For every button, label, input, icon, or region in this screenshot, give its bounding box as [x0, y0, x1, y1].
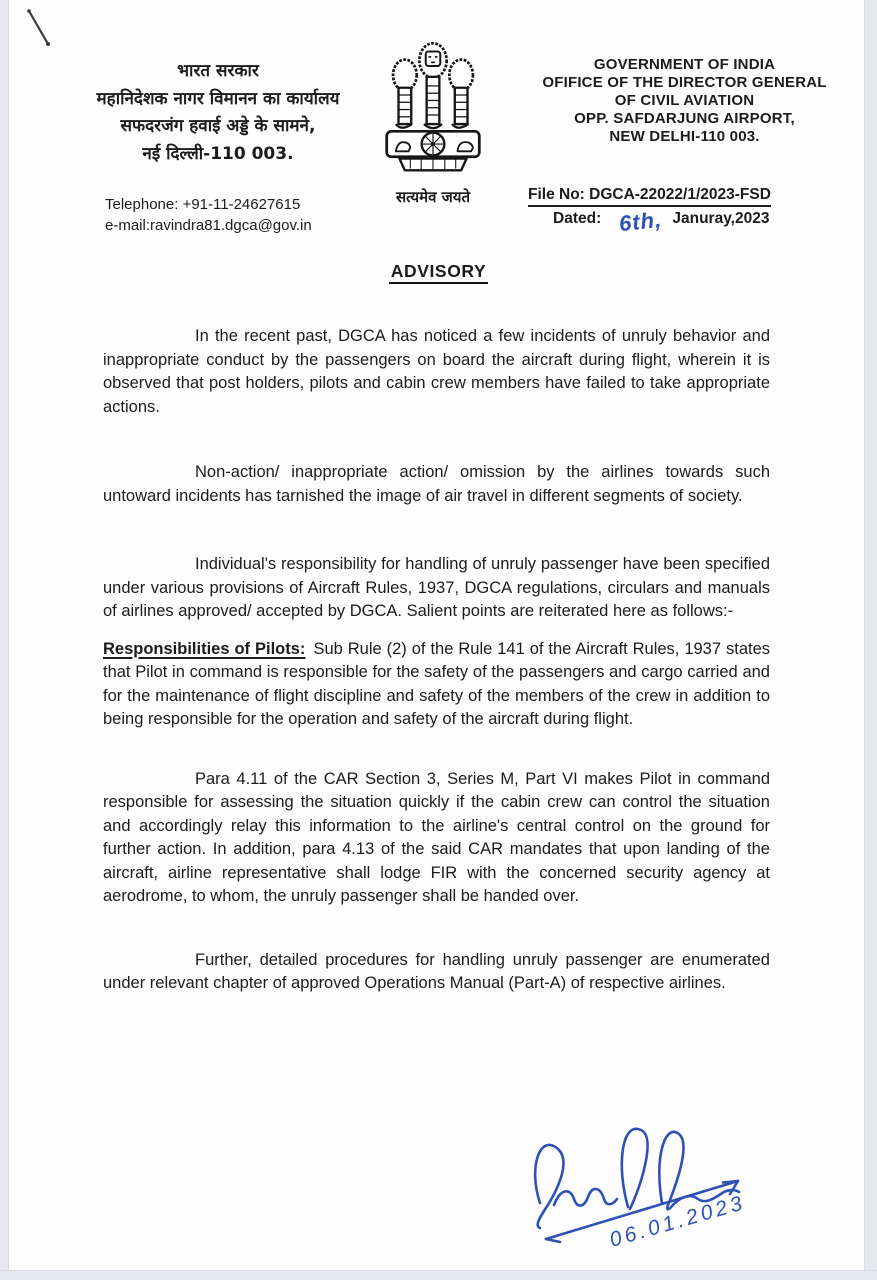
paragraph: Para 4.11 of the CAR Section 3, Series M, Part VI makes Pilot in command responsible for assessing the situation quickly if the cabin crew can control the situation and accordingly relay this information to the airline's central control on the ground for further action. In addition, para 4.13 of the said CAR mandates that upon landing of the aircraft, airline representative shall lodge FIR with the concerned security agency at aerodrome, to whom, the unruly passenger shall be handed over.	[103, 769, 770, 905]
hindi-line: सफदरजंग हवाई अड्डे के सामने,	[120, 116, 316, 136]
dated-value: Januray,2023	[672, 210, 770, 227]
paragraph-heading: Responsibilities of Pilots:	[103, 639, 306, 658]
paragraph: Non-action/ inappropriate action/ omission by the airlines towards such untoward incidents has tarnished the image of air travel in different segments of society.	[103, 463, 770, 505]
dated-label: Dated:	[553, 210, 602, 227]
paragraph: Individual's responsibility for handling of unruly passenger have been specified under various provisions of Aircraft Rules, 1937, DGCA regulations, circulars and manuals of airlines approved/ accepted by DGCA. Salient points are reiterated here as follows:-	[103, 555, 770, 620]
paragraph: In the recent past, DGCA has noticed a few incidents of unruly behavior and inappropriate conduct by the passengers on board the aircraft during flight, wherein it is observed that post holders, pilots and cabin crew members have failed to take appropriate actions.	[103, 327, 770, 416]
english-line: OFIFICE OF THE DIRECTOR GENERAL	[542, 74, 827, 91]
paragraph: Further, detailed procedures for handling unruly passenger are enumerated under relevant chapter of approved Operations Manual (Part-A) of respective airlines.	[103, 950, 770, 992]
file-reference	[528, 186, 858, 237]
document-body	[103, 325, 770, 996]
hindi-line: नई दिल्ली-110 003.	[142, 143, 294, 164]
office-address-hindi	[68, 58, 368, 168]
scan-edge-right	[864, 0, 877, 1280]
dated-line	[528, 206, 858, 237]
file-number: File No: DGCA-22022/1/2023-FSD	[528, 186, 771, 207]
office-address-english	[512, 56, 857, 146]
signature-ink	[520, 1105, 780, 1265]
ashoka-lion-capital-icon	[374, 30, 492, 180]
pen-mark	[18, 4, 68, 54]
paragraph-text: Sub Rule (2) of the Rule 141 of the Aircraft Rules, 1937 states that Pilot in command is responsible for the safety of the passengers and cargo carried and for the maintenance of flight discipline and safety of the members of the crew in addition to being responsible for the operation and safety of the aircraft during flight.	[103, 639, 771, 728]
document-title	[0, 261, 877, 282]
hindi-line: भारत सरकार	[177, 61, 259, 81]
scan-edge-bottom	[0, 1270, 877, 1280]
signature-date: 06.01.2023	[607, 1191, 749, 1252]
hindi-line: महानिदेशक नागर विमानन का कार्यालय	[96, 88, 340, 109]
english-line: NEW DELHI-110 003.	[609, 128, 760, 145]
national-emblem	[374, 30, 492, 207]
english-line: OF CIVIL AVIATION	[614, 92, 755, 109]
email-line: e-mail:ravindra81.dgca@gov.in	[105, 217, 312, 234]
dated-handwritten: 6th,	[617, 206, 664, 237]
contact-info	[105, 194, 312, 236]
telephone-line: Telephone: +91-11-24627615	[105, 196, 301, 213]
document-title-text: ADVISORY	[389, 261, 489, 284]
paragraph-responsibilities-of-pilots	[103, 638, 770, 732]
scan-edge-left	[0, 0, 9, 1280]
english-line: GOVERNMENT OF INDIA	[593, 56, 776, 73]
english-line: OPP. SAFDARJUNG AIRPORT,	[574, 110, 795, 127]
emblem-motto: सत्यमेव जयते	[395, 188, 471, 206]
